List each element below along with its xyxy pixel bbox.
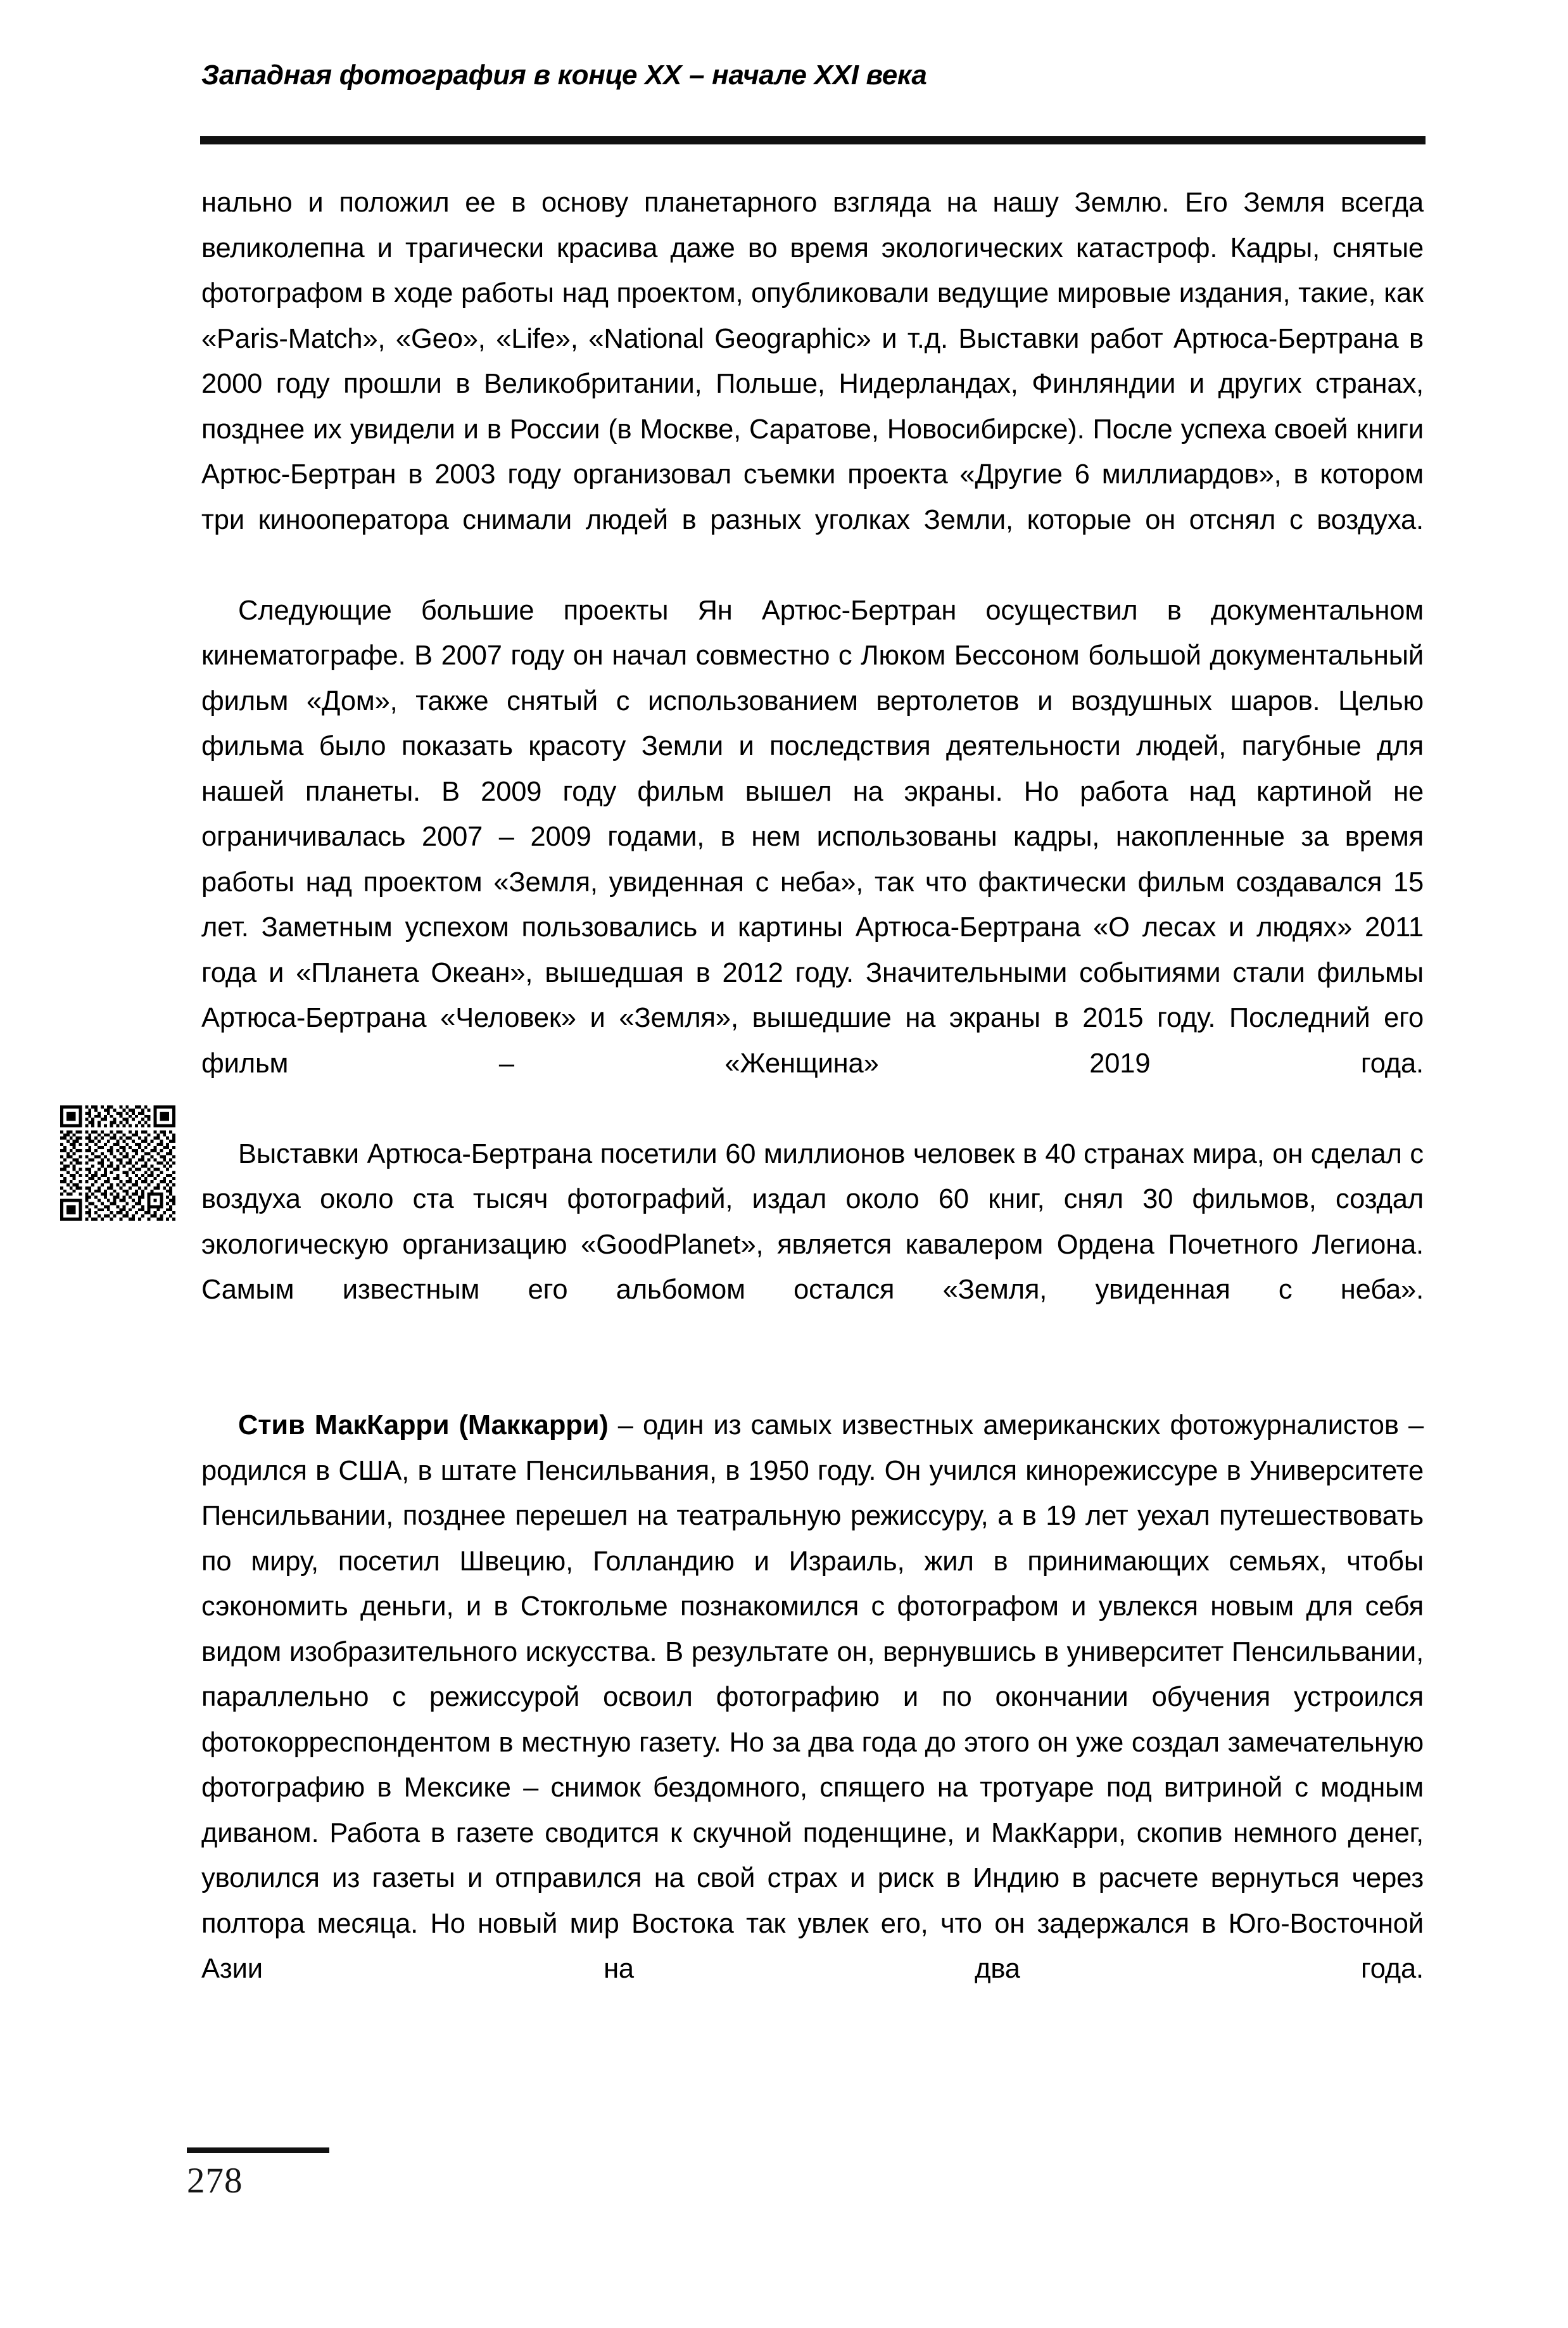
paragraph-continued-artus-bertran: нально и положил ее в основу планетарного взгляда на нашу Землю. Его Земля всегда великолепна и трагически красива даже во время экологических катастроф. Кадры, снятые фотографом в ходе работы над проектом, опубликовали ведущие мировые издания, такие, как «Paris-Match», «Geo», «Life», «National Geographic» и т.д. Выставки работ Артюса-Бертрана в 2000 году прошли в Великобритании, Польше, Нидерландах, Финляндии и других странах, позднее их увидели и в России (в Москве, Саратове, Новосибирске). После успеха своей книги Артюс-Бертран в 2003 году организовал съемки проекта «Другие 6 миллиардов», в котором три кинооператора снимали людей в разных уголках Земли, которые он отснял с воздуха. xyxy=(201,188,1424,535)
footer-rule xyxy=(187,2147,329,2153)
paragraph-documentary-films: Следующие большие проекты Ян Артюс-Бертран осуществил в документальном кинематографе. В 2007 году он начал совместно с Люком Бессоном большой документальный фильм «Дом», также снятый с использованием вертолетов и воздушных шаров. Целью фильма было показать красоту Земли и последствия деятельности людей, пагубные для нашей планеты. В 2009 году фильм вышел на экраны. Но работа над картиной не ограничивалась 2007 – 2009 годами, в нем использованы кадры, накопленные за время работы над проектом «Земля, увиденная с неба», так что фактически фильм создавался 15 лет. Заметным успехом пользовались и картины Артюса-Бертрана «О лесах и людях» 2011 года и «Планета Океан», вышедшая в 2012 году. Значительными событиями стали фильмы Артюса-Бертрана «Человек» и «Земля», вышедшие на экраны в 2015 году. Последний его фильм – «Женщина» 2019 года. xyxy=(201,595,1424,1079)
body-text-column xyxy=(201,181,1424,2037)
paragraph-exhibitions-stats: Выставки Артюса-Бертрана посетили 60 миллионов человек в 40 странах мира, он сделал с воздуха около ста тысяч фотографий, издал около 60 книг, снял 30 фильмов, создал экологическую организацию «GoodPlanet», является кавалером Ордена Почетного Легиона. Самым известным его альбомом остался «Земля, увиденная с неба». xyxy=(201,1138,1424,1305)
paragraph-spacer xyxy=(201,1358,1424,1403)
qr-code[interactable] xyxy=(60,1105,175,1221)
mccurry-body-text: – один из самых известных американских фотожурналистов – родился в США, в штате Пенсильвания, в 1950 году. Он учился кинорежиссуре в Университете Пенсильвании, позднее перешел на театральную режиссуру, а в 19 лет уехал путешествовать по миру, посетил Швецию, Голландию и Израиль, жил в принимающих семьях, чтобы сэкономить деньги, и в Стокгольме познакомился с фотографом и увлекся новым для себя видом изобразительного искусства. В результате он, вернувшись в университет Пенсильвании, параллельно с режиссурой освоил фотографию и по окончании обучения устроился фотокорреспондентом в местную газету. Но за два года до этого он уже создал замечательную фотографию в Мексике – снимок бездомного, спящего на тротуаре под витриной с модным диваном. Работа в газете сводится к скучной поденщине, и МакКарри, скопив немного денег, уволился из газеты и отправился на свой страх и риск в Индию в расчете вернуться через полтора месяца. Но новый мир Востока так увлек его, что он задержался в Юго-Восточной Азии на два года. xyxy=(201,1410,1424,1984)
mccurry-name-lead: Стив МакКарри (Маккарри) xyxy=(238,1410,609,1441)
running-head: Западная фотография в конце XX – начале XXI века xyxy=(201,60,927,91)
paragraph-steve-mccurry xyxy=(201,1403,1424,2037)
page-number: 278 xyxy=(187,2161,243,2201)
header-rule xyxy=(200,136,1426,144)
